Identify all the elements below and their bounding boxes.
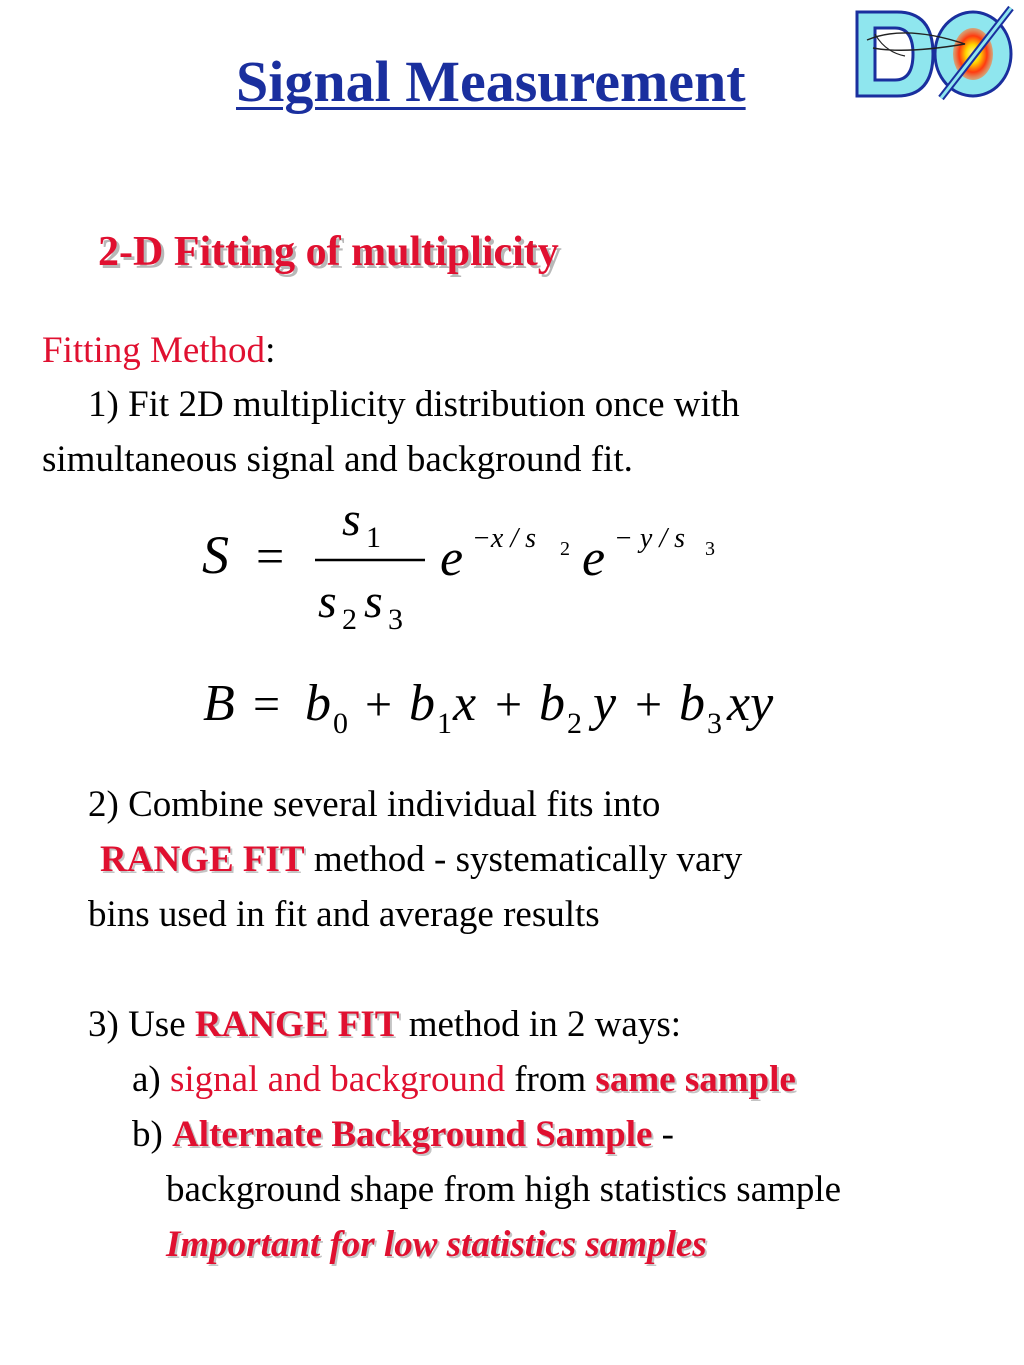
formula-plus-2: + — [495, 678, 523, 731]
formula-b3: b — [679, 675, 705, 732]
step3-line1 — [88, 1006, 681, 1043]
fitting-method-heading-line — [42, 332, 275, 369]
formula-numerator: s — [342, 495, 361, 546]
background-formula — [195, 665, 815, 765]
page-title: Signal Measurement — [236, 49, 746, 114]
step2-line2-rest: method - systematically vary — [304, 839, 743, 880]
formula-e1-exponent-sub: 2 — [560, 538, 570, 560]
formula-den1-sub: 2 — [342, 603, 357, 636]
fitting-method-colon: : — [265, 330, 276, 371]
formula-numerator-sub: 1 — [366, 521, 381, 554]
section-subtitle: 2-D Fitting of multiplicity — [98, 229, 559, 275]
step2-line1: 2) Combine several individual fits into — [88, 784, 661, 825]
step3-item-a — [132, 1061, 796, 1098]
item-a-red-text: signal and background — [170, 1059, 505, 1100]
item-a-mid: from — [504, 1059, 596, 1100]
formula-y: y — [593, 675, 617, 732]
formula-b2: b — [539, 675, 565, 732]
step3-prefix: 3) Use — [88, 1004, 195, 1045]
formula-b-equals: = — [253, 678, 281, 731]
formula-b0-sub: 0 — [333, 707, 348, 740]
range-fit-highlight: RANGE FIT — [100, 839, 305, 880]
formula-plus-3: + — [635, 678, 663, 731]
formula-b2-sub: 2 — [567, 707, 582, 740]
formula-b1: b — [409, 675, 435, 732]
signal-formula — [190, 495, 750, 645]
formula-b0: b — [305, 675, 331, 732]
formula-s-lhs: S — [202, 525, 229, 585]
formula-den2-sub: 3 — [388, 603, 403, 636]
fitting-method-heading: Fitting Method — [42, 330, 266, 371]
formula-s-equals: = — [256, 528, 285, 584]
formula-e2-exponent-sub: 3 — [705, 538, 715, 560]
item-b-label: b) — [132, 1114, 173, 1155]
same-sample-highlight: same sample — [595, 1059, 796, 1100]
formula-xy: xy — [727, 675, 774, 732]
formula-e2: e — [582, 530, 606, 587]
step2-line2 — [100, 841, 742, 878]
formula-b1-sub: 1 — [437, 707, 452, 740]
range-fit-highlight-2: RANGE FIT — [194, 1004, 400, 1045]
step1-line2: simultaneous signal and background fit. — [42, 439, 633, 480]
step2-line3: bins used in fit and average results — [88, 894, 600, 935]
alternate-background-highlight: Alternate Background Sample — [172, 1114, 653, 1155]
step3-suffix: method in 2 ways: — [399, 1004, 682, 1045]
step3-item-b — [132, 1116, 674, 1153]
step3-item-b-line2: background shape from high statistics sample — [166, 1169, 842, 1210]
formula-e2-exponent: − y / s — [614, 523, 685, 554]
formula-e1: e — [440, 530, 464, 587]
formula-den2: s — [364, 575, 383, 628]
formula-plus-1: + — [365, 678, 393, 731]
dzero-experiment-logo-icon — [845, 4, 1020, 104]
step1-line1: 1) Fit 2D multiplicity distribution once with — [88, 384, 740, 425]
item-b-dash: - — [652, 1114, 674, 1155]
formula-den1: s — [318, 575, 337, 628]
formula-x: x — [453, 675, 477, 732]
formula-b-lhs: B — [203, 675, 235, 732]
formula-e1-exponent: −x / s — [472, 523, 536, 554]
important-note: Important for low statistics samples — [166, 1224, 707, 1265]
formula-b3-sub: 3 — [707, 707, 722, 740]
item-a-label: a) — [132, 1059, 170, 1100]
